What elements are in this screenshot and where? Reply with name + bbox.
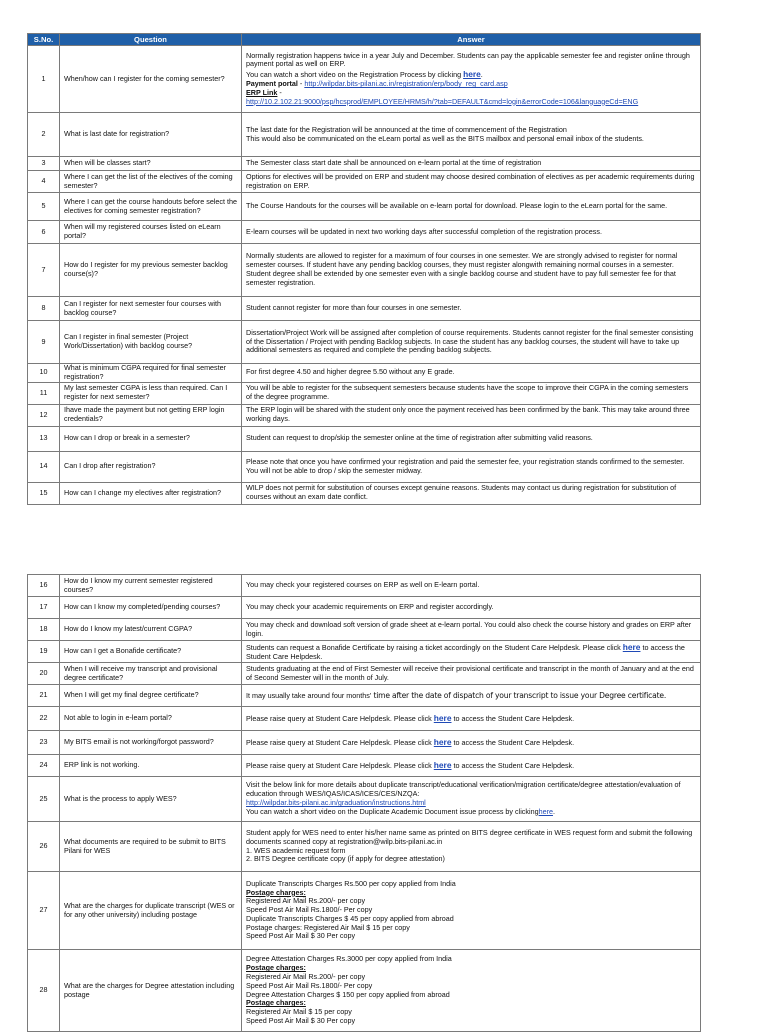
question-cell: Ihave made the payment but not getting ERP login credentials? — [60, 404, 242, 426]
answer-cell: Students graduating at the end of First Semester will receive their provisional certificate and transcript in the month of January and at the end of Second Semester will in the month of July. — [242, 663, 701, 685]
erp-link-label: ERP Link — [246, 87, 278, 97]
row-number: 5 — [28, 193, 60, 221]
row-number: 1 — [28, 46, 60, 113]
row-number: 13 — [28, 426, 60, 451]
question-cell: What are the charges for duplicate transcript (WES or for any other university) including postage — [60, 872, 242, 950]
table-row — [28, 872, 701, 950]
answer-cell — [242, 685, 701, 707]
answer-text: to access the Student Care Helpdesk. — [451, 761, 575, 771]
table-row — [28, 321, 701, 364]
answer-cell — [242, 755, 701, 777]
table-row — [28, 777, 701, 822]
row-number: 24 — [28, 755, 60, 777]
answer-cell: Please note that once you have confirmed your registration and paid the semester fee, your registration stands confirmed to the semester. You will not be able to drop / skip the semester midway. — [242, 451, 701, 482]
table-row — [28, 707, 701, 731]
question-cell: Where I can get the course handouts before select the electives for coming semester registration? — [60, 193, 242, 221]
question-cell: When/how can I register for the coming semester? — [60, 46, 242, 113]
answer-cell — [242, 950, 701, 1032]
question-cell: How do I register for my previous semester backlog course(s)? — [60, 244, 242, 297]
answer-cell: Student cannot register for more than four courses in one semester. — [242, 297, 701, 321]
row-number: 19 — [28, 641, 60, 663]
answer-text: Please raise query at Student Care Helpdesk. Please click — [246, 714, 434, 724]
answer-cell: WILP does not permit for substitution of courses except genuine reasons. Students may contact us during registration for substitution of courses without an exam date conflict. — [242, 482, 701, 504]
row-number: 15 — [28, 482, 60, 504]
row-number: 20 — [28, 663, 60, 685]
charge-line: Duplicate Transcripts Charges $ 45 per copy applied from abroad — [246, 913, 454, 923]
row-number: 16 — [28, 575, 60, 597]
faq-table-page-1 — [27, 33, 701, 505]
question-cell: My last semester CGPA is less than required. Can I register for next semester? — [60, 382, 242, 404]
question-header: Question — [60, 34, 242, 46]
answer-text: Visit the below link for more details about duplicate transcript/educational verification/migration certificate/degree attestation/evaluation of education through WES/IQAS/ICAS/ICES/CES/NZQA: — [246, 780, 681, 799]
postage-heading: Postage charges: — [246, 998, 306, 1008]
answer-text — [246, 808, 696, 817]
answer-cell: You may check your registered courses on ERP as well on E-learn portal. — [242, 575, 701, 597]
postage-heading: Postage charges: — [246, 887, 306, 897]
question-cell: What is the process to apply WES? — [60, 777, 242, 822]
row-number: 4 — [28, 171, 60, 193]
table-row — [28, 171, 701, 193]
row-number: 6 — [28, 221, 60, 244]
row-number: 8 — [28, 297, 60, 321]
table-row — [28, 597, 701, 619]
row-number: 9 — [28, 321, 60, 364]
answer-text: . — [552, 806, 555, 816]
answer-text: Students can request a Bonafide Certificate by raising a ticket accordingly on the Student Care Helpdesk. Please click — [246, 642, 623, 652]
answer-cell: Dissertation/Project Work will be assigned after completion of course requirements. Students cannot register for the final semester consisting of the Dissertation / Project with pending Backlog subjects. In case the student has any backlog courses, the student will have to take up additional semesters as required and complete the pending backlog subjects. — [242, 321, 701, 364]
charge-line: Speed Post Air Mail $ 30 Per copy — [246, 1015, 356, 1025]
question-cell: How can I change my electives after registration? — [60, 482, 242, 504]
instructions-link[interactable]: http://wilpdar.bits-pilani.ac.in/graduation/instructions.html — [246, 798, 426, 807]
answer-cell: Student can request to drop/skip the semester online at the time of registration after submitting valid reasons. — [242, 426, 701, 451]
answer-cell — [242, 872, 701, 950]
answer-cell: The last date for the Registration will be announced at the time of commencement of the Registration This would also be communicated on the eLearn portal as well as the BITS mailbox and personal email inbox of the students. — [242, 113, 701, 157]
answer-text: to access the Student Care Helpdesk. — [451, 738, 575, 748]
payment-portal-label: Payment portal — [246, 79, 298, 88]
charge-line: Registered Air Mail Rs.200/- per copy — [246, 971, 366, 981]
question-cell: Not able to login in e-learn portal? — [60, 707, 242, 731]
answer-text: to access the Student Care Helpdesk. — [451, 714, 575, 724]
charge-line: Speed Post Air Mail Rs.1800/- Per copy — [246, 980, 373, 990]
answer-cell: You may check and download soft version of grade sheet at e-learn portal. You could also check the course history and grades on ERP after login. — [242, 619, 701, 641]
answer-cell: For first degree 4.50 and higher degree 5.50 without any E grade. — [242, 364, 701, 383]
row-number: 26 — [28, 822, 60, 872]
row-number: 21 — [28, 685, 60, 707]
question-cell: Where I can get the list of the electives of the coming semester? — [60, 171, 242, 193]
table-row — [28, 685, 701, 707]
row-number: 3 — [28, 157, 60, 171]
faq-table-page-2 — [27, 574, 701, 1032]
table-row — [28, 404, 701, 426]
row-number: 23 — [28, 731, 60, 755]
charge-line: Degree Attestation Charges $ 150 per copy applied from abroad — [246, 989, 450, 999]
table-row — [28, 482, 701, 504]
question-cell: How do I know my latest/current CGPA? — [60, 619, 242, 641]
table-row — [28, 157, 701, 171]
answer-cell — [242, 731, 701, 755]
helpdesk-here-link[interactable]: here — [433, 737, 452, 748]
answer-text: You can watch a short video on the Registration Process by clicking — [246, 70, 464, 80]
answer-text: Please raise query at Student Care Helpdesk. Please click — [246, 761, 434, 771]
table-row — [28, 221, 701, 244]
question-cell: ERP link is not working. — [60, 755, 242, 777]
answer-cell — [242, 777, 701, 822]
question-cell: How can I know my completed/pending courses? — [60, 597, 242, 619]
question-cell: My BITS email is not working/forgot password? — [60, 731, 242, 755]
answer-cell — [242, 46, 701, 113]
charge-line: Registered Air Mail Rs.200/- per copy — [246, 896, 366, 906]
row-number: 12 — [28, 404, 60, 426]
erp-link-url-line — [246, 98, 696, 107]
separator: - — [277, 87, 282, 97]
table-row — [28, 950, 701, 1032]
charge-line: Speed Post Air Mail $ 30 Per copy — [246, 931, 356, 941]
charge-line: Postage charges: Registered Air Mail $ 15 per copy — [246, 922, 410, 932]
answer-text: Please raise query at Student Care Helpdesk. Please click — [246, 738, 434, 748]
table-row — [28, 731, 701, 755]
row-number: 7 — [28, 244, 60, 297]
question-cell: What documents are required to be submit to BITS Pilani for WES — [60, 822, 242, 872]
answer-cell: E-learn courses will be updated in next two working days after successful completion of the registration process. — [242, 221, 701, 244]
table-row — [28, 663, 701, 685]
row-number: 17 — [28, 597, 60, 619]
table-row — [28, 297, 701, 321]
question-cell: When will my registered courses listed on eLearn portal? — [60, 221, 242, 244]
charge-line: Speed Post Air Mail Rs.1800/- Per copy — [246, 905, 373, 915]
row-number: 10 — [28, 364, 60, 383]
payment-portal-link[interactable]: http://wilpdar.bits-pilani.ac.in/registration/erp/body_reg_card.asp — [304, 79, 508, 88]
charge-line: Duplicate Transcripts Charges Rs.500 per copy applied from India — [246, 878, 456, 888]
here-link[interactable]: here — [463, 69, 481, 80]
question-cell: When I will receive my transcript and provisional degree certificate? — [60, 663, 242, 685]
row-number: 2 — [28, 113, 60, 157]
question-cell: Can I drop after registration? — [60, 451, 242, 482]
question-cell: What is last date for registration? — [60, 113, 242, 157]
row-number: 28 — [28, 950, 60, 1032]
answer-cell — [242, 707, 701, 731]
answer-text: It may usually take around four months' — [246, 690, 372, 700]
table-row — [28, 364, 701, 383]
table-row — [28, 822, 701, 872]
answer-text: You can watch a short video on the Duplicate Academic Document issue process by clicking — [246, 806, 539, 816]
helpdesk-here-link[interactable]: here — [433, 760, 452, 771]
sno-header: S.No. — [28, 34, 60, 46]
erp-link[interactable]: http://10.2.102.21:9000/psp/hcsprod/EMPLOYEE/HRMS/h/?tab=DEFAULT&cmd=login&errorCode=106&languageCd=ENG — [246, 96, 639, 106]
question-cell: How can I get a Bonafide certificate? — [60, 641, 242, 663]
answer-text: . — [480, 70, 483, 80]
separator: - — [297, 79, 305, 88]
row-number: 25 — [28, 777, 60, 822]
question-cell: When I will get my final degree certificate? — [60, 685, 242, 707]
answer-cell: The Course Handouts for the courses will be available on e-learn portal for download. Please login to the eLearn portal for the same. — [242, 193, 701, 221]
row-number: 22 — [28, 707, 60, 731]
question-cell: When will be classes start? — [60, 157, 242, 171]
answer-text: Normally registration happens twice in a year July and December. Students can pay the applicable semester fee and register online through payment portal as well on ERP. — [246, 50, 690, 69]
table-row — [28, 244, 701, 297]
answer-text: to access the Student Care Helpdesk. — [246, 642, 685, 661]
table-row — [28, 426, 701, 451]
postage-heading: Postage charges: — [246, 963, 306, 973]
question-cell: How can I drop or break in a semester? — [60, 426, 242, 451]
question-cell: Can I register in final semester (Project Work/Dissertation) with backlog course? — [60, 321, 242, 364]
table-row — [28, 641, 701, 663]
question-cell: What are the charges for Degree attestation including postage — [60, 950, 242, 1032]
question-cell: How do I know my current semester registered courses? — [60, 575, 242, 597]
question-cell: Can I register for next semester four courses with backlog course? — [60, 297, 242, 321]
table-row — [28, 113, 701, 157]
charge-line: Degree Attestation Charges Rs.3000 per copy applied from India — [246, 954, 452, 964]
table-row — [28, 619, 701, 641]
table-row — [28, 451, 701, 482]
answer-cell: The ERP login will be shared with the student only once the payment received has been confirmed by the bank. This may take around three working days. — [242, 404, 701, 426]
answer-header: Answer — [242, 34, 701, 46]
answer-cell — [242, 641, 701, 663]
charge-line: Registered Air Mail $ 15 per copy — [246, 1007, 352, 1017]
helpdesk-here-link[interactable]: here — [433, 713, 452, 724]
table-row — [28, 382, 701, 404]
answer-cell: Options for electives will be provided on ERP and student may choose desired combination of electives as per academic requirements during registration on ERP. — [242, 171, 701, 193]
row-number: 18 — [28, 619, 60, 641]
table-row — [28, 575, 701, 597]
table-header-row — [28, 34, 701, 46]
answer-cell: Student apply for WES need to enter his/her name same as printed on BITS degree certificate in WES request form and submit the following documents scanned copy at registration@wilp.bits-pilani.ac.in 1. WES academic request form 2. BITS Degree certificate copy (if apply for degree attestation) — [242, 822, 701, 872]
answer-cell: The Semester class start date shall be announced on e-learn portal at the time of registration — [242, 157, 701, 171]
helpdesk-here-link[interactable]: here — [622, 641, 641, 652]
row-number: 27 — [28, 872, 60, 950]
answer-cell: Normally students are allowed to register for a maximum of four courses in one semester. We are strongly advised to register for normal semester courses. If student have any pending backlog courses, they must register alongwith remaining normal courses in a semester. Student degree shall be extended by one semester even with a single backlog course and student have to pay full semester fee for that semester registration. — [242, 244, 701, 297]
here-link[interactable]: here — [538, 806, 553, 816]
table-row — [28, 755, 701, 777]
question-cell: What is minimum CGPA required for final semester registration? — [60, 364, 242, 383]
table-row — [28, 193, 701, 221]
row-number: 11 — [28, 382, 60, 404]
payment-portal-line — [246, 80, 696, 89]
row-number: 14 — [28, 451, 60, 482]
answer-text: time after the date of dispatch of your transcript to issue your Degree certificate. — [371, 690, 667, 700]
answer-cell: You will be able to register for the subsequent semesters because students have the scope to improve their CGPA in the coming semesters of the degree programme. — [242, 382, 701, 404]
answer-cell: You may check your academic requirements on ERP and register accordingly. — [242, 597, 701, 619]
table-row — [28, 46, 701, 113]
